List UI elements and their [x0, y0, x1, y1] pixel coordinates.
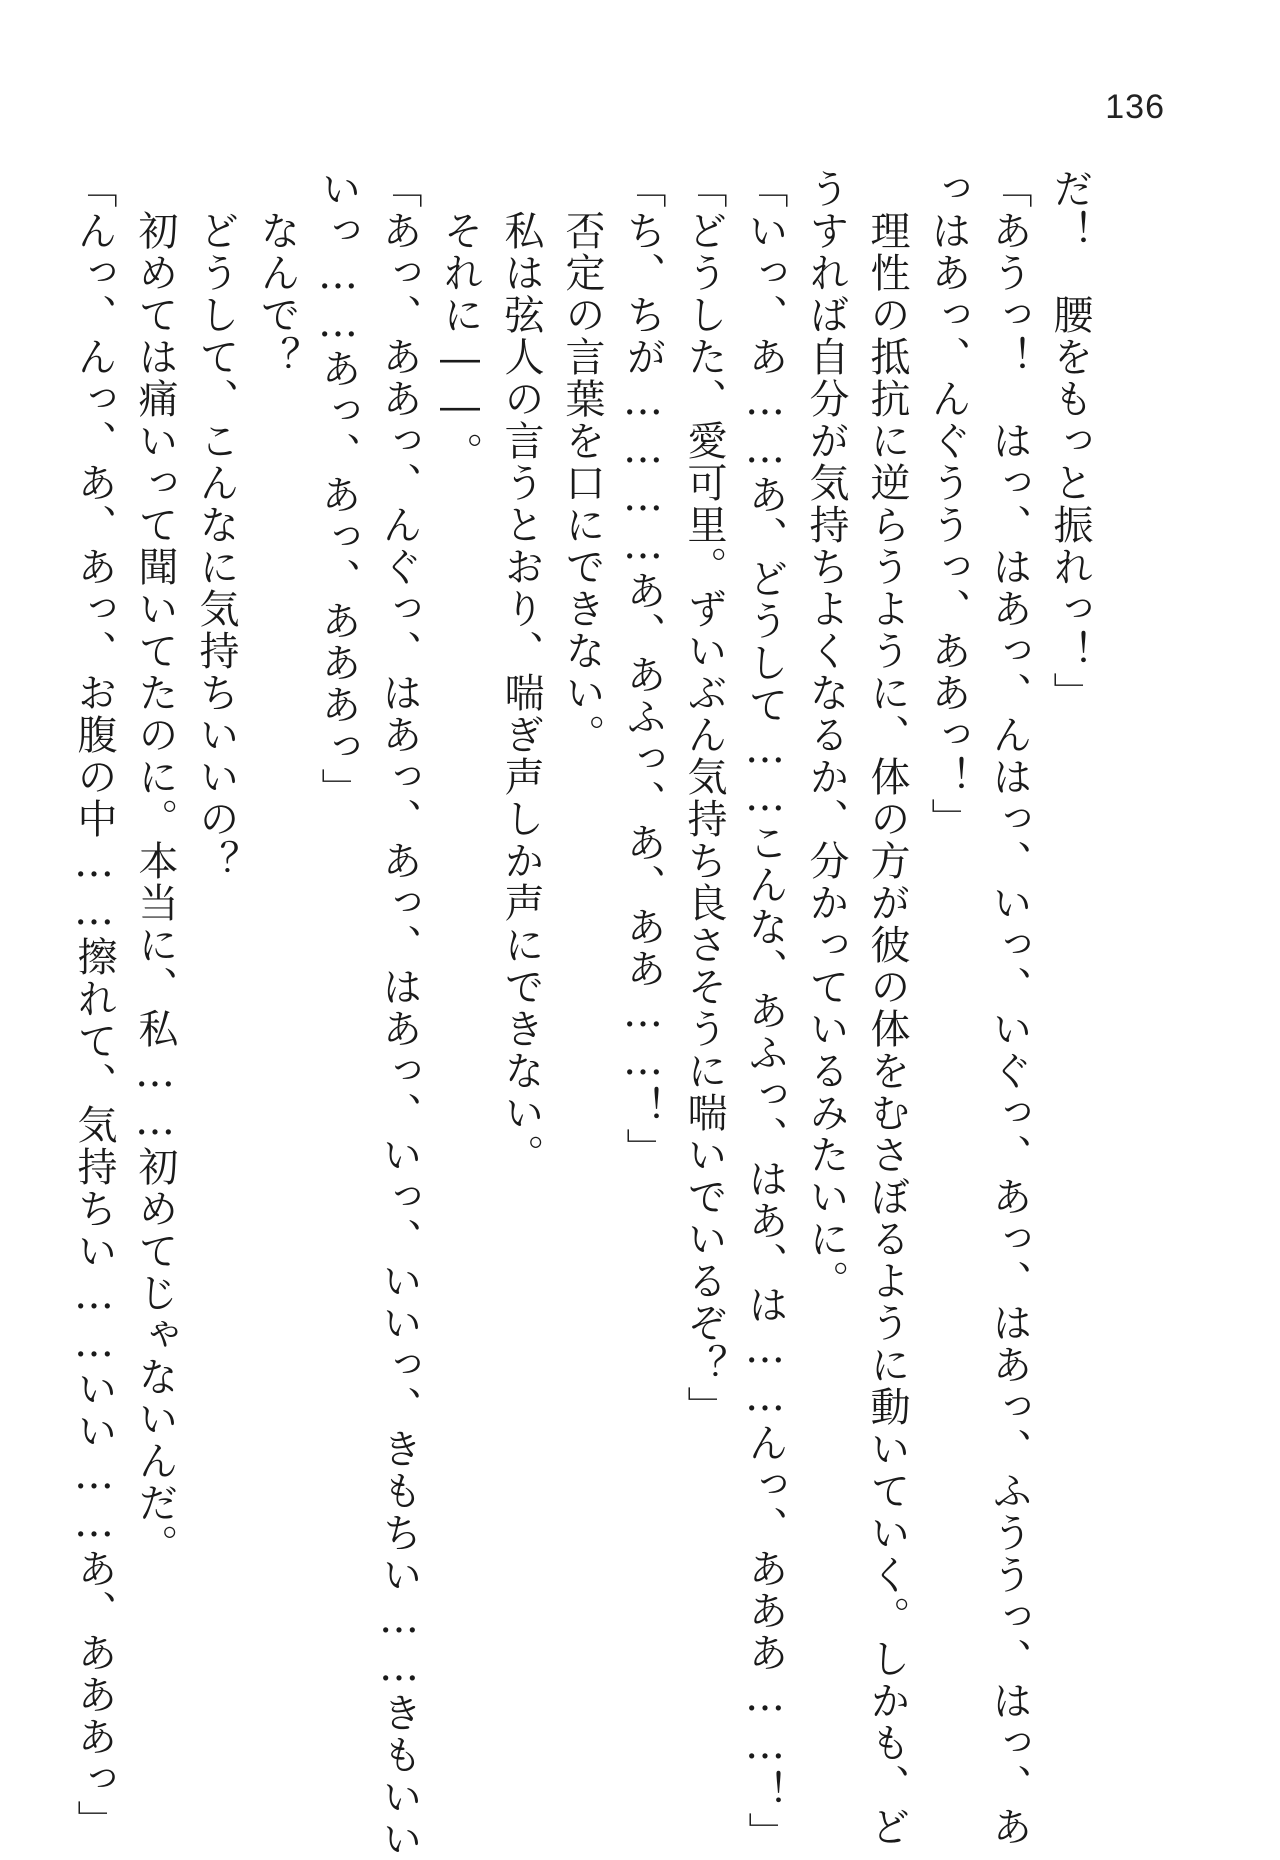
text-line: うすれば自分が気持ちよくなるか、分かっているみたいに。 — [803, 168, 849, 1302]
text-line: 私は弦人の言うとおり、喘ぎ声しか声にできない。 — [498, 168, 544, 1176]
text-line: いっ……あっ、あっ、あああっ」 — [315, 168, 361, 810]
text-line: 初めては痛いって聞いてたのに。本当に、私……初めてじゃないんだ。 — [132, 168, 178, 1566]
text-line: 「んっ、んっ、あ、あっ、お腹の中……擦れて、気持ちい……いい……あ、あああっ」 — [71, 168, 117, 1842]
text-line: なんで？ — [254, 168, 300, 378]
text-line: 「あっ、ああっ、んぐっ、はあっ、あっ、はあっ、いっ、いいっ、きもちい……きもいい — [376, 168, 422, 1860]
text-line: 「どうした、愛可里。ずいぶん気持ち良さそうに喘いでいるぞ？」 — [681, 168, 727, 1428]
text-line: 理性の抵抗に逆らうように、体の方が彼の体をむさぼるように動いていく。しかも、ど — [864, 168, 910, 1848]
text-line: それに――。 — [437, 168, 483, 474]
text-line: 「ち、ちが…………あ、あふっ、あ、ああ……！」 — [620, 168, 666, 1170]
text-line: 否定の言葉を口にできない。 — [559, 168, 605, 756]
text-line: 「いっ、あ……あ、どうして……こんな、あふっ、はあ、は……んっ、あああ……！」 — [742, 168, 788, 1854]
vertical-text-body — [71, 168, 1100, 1860]
text-line: どうして、こんなに気持ちいいの？ — [193, 168, 239, 882]
text-line: っはあっ、んぐううっ、ああっ！」 — [925, 168, 971, 840]
text-line: だ！ 腰をもっと振れっ！」 — [1047, 168, 1093, 714]
text-line: 「あうっ！ はっ、はあっ、んはっ、いっ、いぐっ、あっ、はあっ、ふううっ、はっ、あ — [986, 168, 1032, 1848]
page-number: 136 — [1105, 88, 1165, 126]
